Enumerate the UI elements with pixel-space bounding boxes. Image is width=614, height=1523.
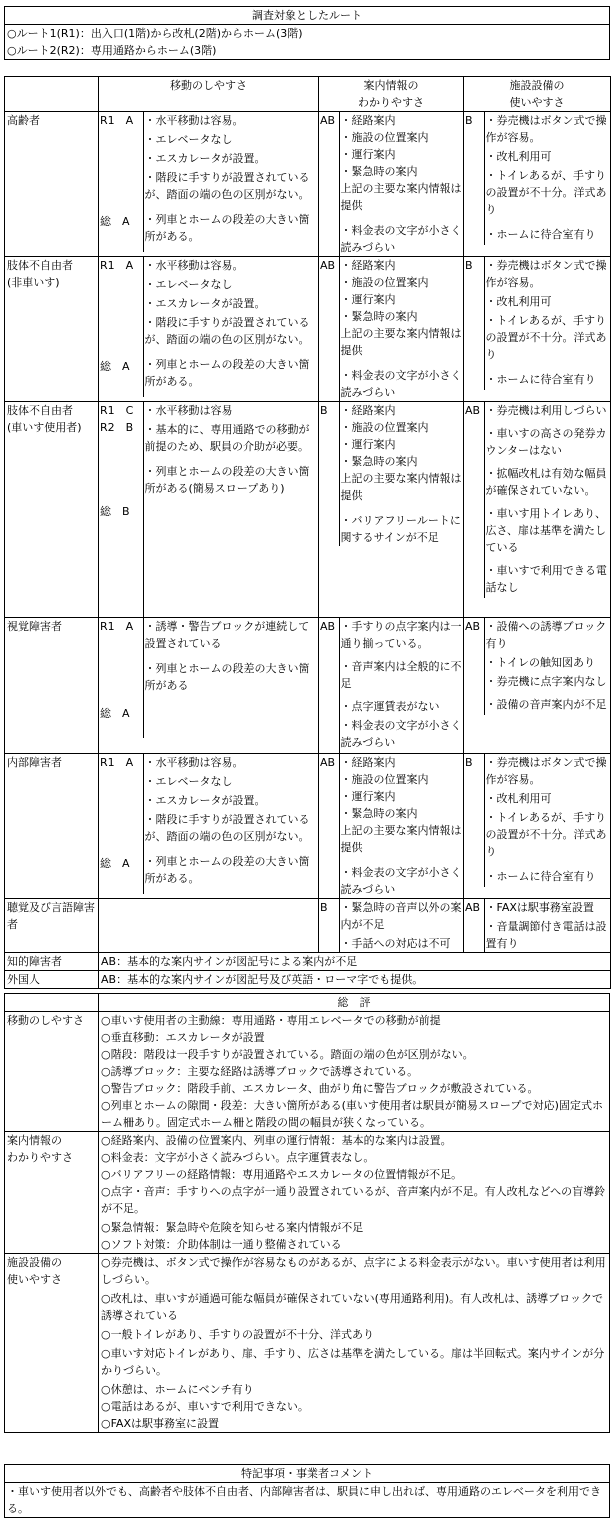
summary-label: 移動のしやすさ — [5, 1012, 99, 1132]
row-internal-disability: 内部障害者 R1 A 総 A ・水平移動は容易。 ・エレベータなし ・エスカレータが設置。 ・階段に手すりが設置されているが、踏面の端の色の区別がない。 ・列車とホームの段差の大きい箇所がある。 AB ・経路案内 ・施設の位置案内 ・運行案内 ・緊急時の案内 上記の主要な案内情報は提供 ・料金表の文字が小さく読みづらい B ・券売機はボタン式で操作が容易。 ・改札利用可 ・トイレあるが、手すりの設置が不十分。洋式あり ・ホームに待合室有り — [5, 754, 611, 899]
row-wheelchair-users: 肢体不自由者 (車いす使用者) R1 C R2 B 総 B ・水平移動は容易 ・基本的に、専用通路での移動が前提のため、駅員の介助が必要。 ・列車とホームの段差の大きい箇所がある(簡易スロープあり) B ・経路案内 ・施設の位置案内 ・運行案内 ・緊急時の案内 上記の主要な案内情報は提供 ・バリアフリールートに関するサインが不足 AB ・券売機は利用しづらい ・車いすの高さの発券カウンターはない ・拡幅改札は有効な幅員が確保されていない。 ・車いす用トイレあり、広さ、扉は基準を満たしている ・車いすで利用できる電話なし — [5, 402, 611, 618]
notes-table — [4, 1464, 610, 1518]
group-label: 視覚障害者 — [5, 618, 99, 754]
header-mobility: 移動のしやすさ — [99, 77, 319, 112]
row-elderly: 高齢者 R1 A 総 A ・水平移動は容易。 ・エレベータなし ・エスカレータが設置。 ・階段に手すりが設置されているが、踏面の端の色の区別がない。 ・列車とホームの段差の大きい箇所がある。 AB ・経路案内 ・施設の位置案内 ・運行案内 ・緊急時の案内 上記の主要な案内情報は提供 ・料金表の文字が小さく読みづらい B ・券売機はボタン式で操作が容易。 ・改札利用可 ・トイレあるが、手すりの設置が不十分。洋式あり ・ホームに待合室有り — [5, 112, 611, 257]
summary-title: 総 評 — [99, 994, 610, 1012]
group-label: 内部障害者 — [5, 754, 99, 899]
group-label: 肢体不自由者 (車いす使用者) — [5, 402, 99, 618]
summary-row-info: 案内情報の わかりやすさ ○経路案内、設備の位置案内、列車の運行情報：基本的な案内は設置。 ○料金表：文字が小さく読みづらい。点字運賃表なし。 ○バリアフリーの経路情報：専用通路やエスカレータの位置情報が不足。 ○点字・音声：手すりへの点字が一通り設置されているが、音声案内が不足。有人改札などへの盲導鈴が不足。 ○緊急情報：緊急時や危険を知らせる案内情報が不足 ○ソフト対策：介助体制は一通り整備されている — [5, 1132, 610, 1254]
group-label: 外国人 — [5, 971, 99, 989]
header-facility: 施設設備の 使いやすさ — [464, 77, 611, 112]
row-intellectual-disability — [5, 953, 611, 971]
header-info: 案内情報の わかりやすさ — [319, 77, 464, 112]
summary-table — [4, 993, 610, 1433]
row-hearing-speech-impaired: 聴覚及び言語障害者 B ・緊急時の音声以外の案内が不足 ・手話への対応は不可 AB ・FAXは駅事務室設置 ・音量調節付き電話は設置有り — [5, 899, 611, 953]
row-note: AB：基本的な案内サインが図記号による案内が不足 — [99, 953, 611, 971]
group-label: 肢体不自由者 (非車いす) — [5, 257, 99, 402]
info-grade: AB — [320, 114, 336, 127]
row-visually-impaired: 視覚障害者 R1 A 総 A ・誘導・警告ブロックが連続して設置されている ・列車とホームの段差の大きい箇所がある AB ・手すりの点字案内は一通り揃っている。 ・音声案内は全般的に不足 ・点字運賃表がない ・料金表の文字が小さく読みづらい AB ・設備への誘導ブロック有り ・トイレの触知図あり ・券売機に点字案内なし ・設備の音声案内が不足 — [5, 618, 611, 754]
notes-title: 特記事項・事業者コメント — [5, 1465, 610, 1483]
row-note: AB：基本的な案内サインが図記号及び英語・ローマ字でも提供。 — [99, 971, 611, 989]
evaluation-header-row — [5, 77, 611, 112]
summary-label: 案内情報の わかりやすさ — [5, 1132, 99, 1254]
route-item-1: ○ルート1(R1)：出入口(1階)から改札(2階)からホーム(3階) — [7, 27, 303, 40]
group-label: 知的障害者 — [5, 953, 99, 971]
route-item-2: ○ルート2(R2)：専用通路からホーム(3階) — [7, 44, 217, 57]
summary-label: 施設設備の 使いやすさ — [5, 1254, 99, 1433]
notes-text: ・車いす使用者以外でも、高齢者や肢体不自由者、内部障害者は、駅員に申し出れば、専用通路のエレベータを利用できる。 — [5, 1483, 610, 1518]
summary-row-mobility: 移動のしやすさ ○車いす使用者の主動線：専用通路・専用エレベータでの移動が前提 ○垂直移動：エスカレータが設置 ○階段：階段は一段手すりが設置されている。踏面の端の色が区別がない。 ○誘導ブロック：主要な経路は誘導ブロックで誘導されている。 ○警告ブロック：階段手前、エスカレータ、曲がり角に警告ブロックが敷設されている。 ○列車とホームの隙間・段差：大きい箇所がある(車いす使用者は駅員が簡易スロープで対応)固定式ホーム柵あり。固定式ホーム柵と階段の間の幅員が狭くなっている。 — [5, 1012, 610, 1132]
evaluation-table — [4, 76, 611, 989]
row-physically-disabled-non-wheelchair: 肢体不自由者 (非車いす) R1 A 総 A ・水平移動は容易。 ・エレベータなし ・エスカレータが設置。 ・階段に手すりが設置されているが、踏面の端の色の区別がない。 ・列車とホームの段差の大きい箇所がある。 AB ・経路案内 ・施設の位置案内 ・運行案内 ・緊急時の案内 上記の主要な案内情報は提供 ・料金表の文字が小さく読みづらい B ・券売機はボタン式で操作が容易。 ・改札利用可 ・トイレあるが、手すりの設置が不十分。洋式あり ・ホームに待合室有り — [5, 257, 611, 402]
row-foreigners — [5, 971, 611, 989]
grade-r1: R1 A — [100, 114, 134, 127]
grade-total: 総 A — [100, 215, 130, 228]
routes-title: 調査対象としたルート — [5, 7, 610, 25]
group-label: 聴覚及び言語障害者 — [5, 899, 99, 953]
group-label: 高齢者 — [5, 112, 99, 257]
routes-table — [4, 6, 610, 60]
facility-grade: B — [465, 114, 473, 127]
routes-list — [5, 25, 610, 60]
summary-row-facility: 施設設備の 使いやすさ ○券売機は、ボタン式で操作が容易なものがあるが、点字による料金表示がない。車いす使用者は利用しづらい。 ○改札は、車いすが通過可能な幅員が確保されていない(専用通路利用)。有人改札は、誘導ブロックで誘導されている ○一般トイレがあり、手すりの設置が不十分、洋式あり ○車いす対応トイレがあり、扉、手すり、広さは基準を満たしている。扉は半回転式。案内サインが分かりづらい。 ○休憩は、ホームにベンチ有り ○電話はあるが、車いすで利用できない。 ○FAXは駅事務室に設置 — [5, 1254, 610, 1433]
